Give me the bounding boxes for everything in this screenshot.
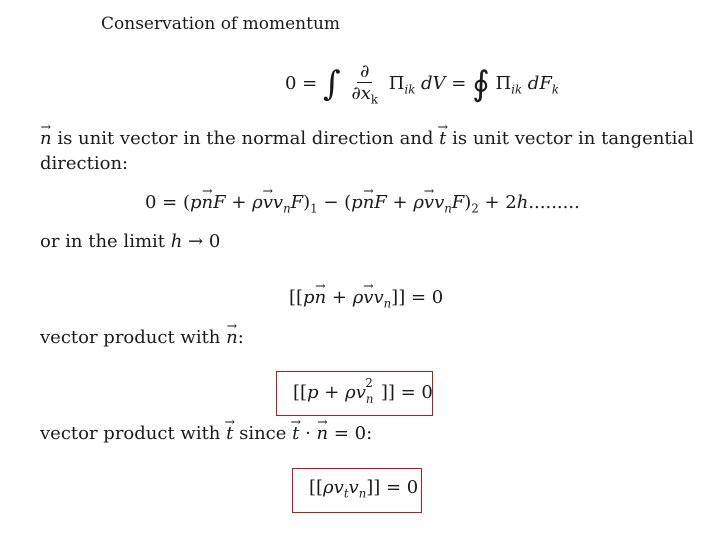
eq1-lhs: 0 = — [285, 73, 318, 95]
partial-denominator: $\partial x_k$ — [351, 82, 379, 107]
partial-derivative — [348, 62, 381, 106]
boxed-tangential-momentum-equation: $[[\rho v_tv_n]] = 0$ — [292, 468, 422, 513]
description-line-1: → n is unit vector in the normal direction and → t is unit vector in tangential — [40, 128, 694, 149]
partial-numerator: ∂ — [357, 62, 372, 83]
jump-equation: 0 = (p→ nF + $\rho\to vv_nF)_1 - (p\to$ nF + $\rho\to vv_nF)_2 + 2h$......... — [145, 192, 580, 216]
description-line-2: direction: — [40, 153, 129, 174]
integral-sign: ∫ — [323, 64, 341, 105]
t-vector: → t — [439, 128, 446, 149]
dF-term: $dF_k$ — [527, 73, 559, 97]
slide-title: Conservation of momentum — [101, 14, 341, 34]
pi-ik-2: $\Pi_{ik}$ — [495, 73, 523, 97]
limit-text: or in the limit h → 0 — [40, 231, 221, 252]
boxed-normal-momentum-equation: [[$p + \rho v_n^2$ ]] = 0 — [276, 371, 433, 416]
vector-product-t-text: vector product with → t since → t · → n = 0: — [40, 423, 372, 444]
pi-ik: $\Pi_{ik}$ — [388, 73, 416, 97]
vector-product-n-text: vector product with → n: — [40, 327, 244, 348]
contour-integral-sign: ∮ — [472, 64, 490, 105]
n-vector: → n — [40, 128, 52, 149]
jump-condition-equation: $[[p\to n + \rho\to vv_n]] = 0$ — [289, 287, 443, 311]
dV-term: dV = — [421, 73, 467, 95]
momentum-integral-equation — [285, 62, 559, 106]
